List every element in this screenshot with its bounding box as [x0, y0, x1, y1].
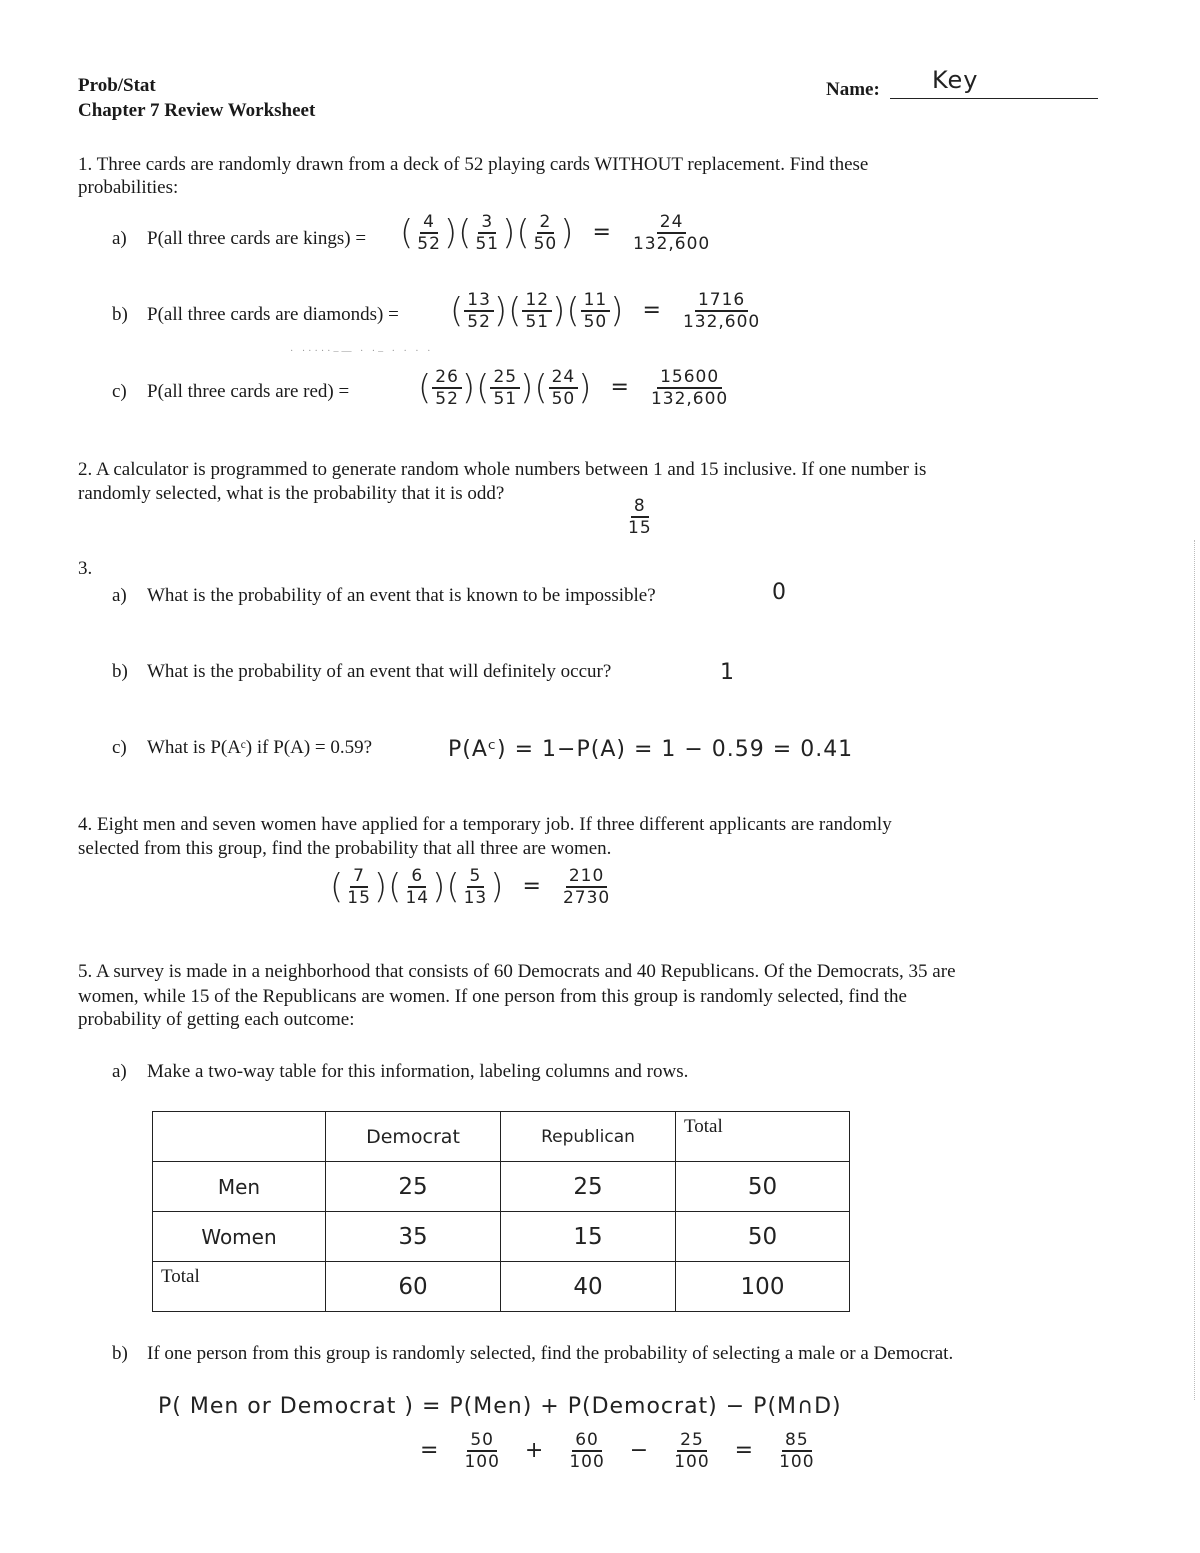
- q1a-letter: a): [112, 228, 127, 249]
- table-cell: 100: [676, 1262, 850, 1312]
- q3a-text: What is the probability of an event that is known to be impossible?: [147, 585, 656, 606]
- table-row-label: Women: [153, 1212, 326, 1262]
- name-underline: [890, 98, 1098, 99]
- q3c-answer: P(Aᶜ) = 1−P(A) = 1 − 0.59 = 0.41: [448, 737, 854, 762]
- q1b-work: ( $\frac{13}{52}$ )( $\frac{12}{51}$ )( $\frac{11}{50}$ ) = $\frac{1716}{132,600}$: [450, 290, 761, 332]
- q5-line1: 5. A survey is made in a neighborhood that consists of 60 Democrats and 40 Republicans. Of the Democrats, 35 are: [78, 961, 956, 982]
- q5-line2: women, while 15 of the Republicans are women. If one person from this group is randomly selected, find the: [78, 986, 907, 1007]
- worksheet-title: Chapter 7 Review Worksheet: [78, 100, 316, 121]
- table-cell: 50: [676, 1162, 850, 1212]
- q5b-work-line2: = $\frac{50}{100}$ + $\frac{60}{100}$ − $\frac{25}{100}$ = $\frac{85}{100}$: [420, 1430, 815, 1472]
- q5a-text: Make a two-way table for this information, labeling columns and rows.: [147, 1061, 689, 1082]
- table-row: [153, 1212, 850, 1262]
- q1b-text: P(all three cards are diamonds) =: [147, 304, 399, 325]
- table-cell: 60: [326, 1262, 501, 1312]
- table-header-cell: Republican: [501, 1112, 676, 1162]
- q2-answer: $\frac{8}{15}$: [628, 496, 652, 538]
- q1c-work: ( $\frac{26}{52}$ )( $\frac{25}{51}$ )( $\frac{24}{50}$ ) = $\frac{15600}{132,600}$: [418, 367, 729, 409]
- table-cell: 35: [326, 1212, 501, 1262]
- table-row-label: Men: [153, 1162, 326, 1212]
- table-cell: 50: [676, 1212, 850, 1262]
- table-row: [153, 1262, 850, 1312]
- table-header-cell: Democrat: [326, 1112, 501, 1162]
- q5b-letter: b): [112, 1343, 128, 1364]
- table-cell: 25: [501, 1162, 676, 1212]
- q1a-text: P(all three cards are kings) =: [147, 228, 367, 249]
- q1-prompt-line1: 1. Three cards are randomly drawn from a deck of 52 playing cards WITHOUT replacement. Find these: [78, 154, 869, 175]
- table-cell: 15: [501, 1212, 676, 1262]
- q3c-letter: c): [112, 737, 127, 758]
- q1b-letter: b): [112, 304, 128, 325]
- q5b-work-line1: P( Men or Democrat ) = P(Men) + P(Democrat) − P(M∩D): [158, 1394, 842, 1419]
- q3b-letter: b): [112, 661, 128, 682]
- q4-line2: selected from this group, find the probability that all three are women.: [78, 838, 612, 859]
- q5-line3: probability of getting each outcome:: [78, 1009, 355, 1030]
- q2-line2: randomly selected, what is the probability that it is odd?: [78, 483, 505, 504]
- table-header-row: [153, 1112, 850, 1162]
- q1a-work: ( $\frac{4}{52}$ )( $\frac{3}{51}$ )( $\frac{2}{50}$ ) = $\frac{24}{132,600}$: [400, 212, 711, 254]
- name-label: Name:: [826, 79, 880, 100]
- q2-line1: 2. A calculator is programmed to generate random whole numbers between 1 and 15 inclusive. If one number is: [78, 459, 927, 480]
- name-value: Key: [932, 66, 979, 94]
- q4-work: ( $\frac{7}{15}$ )( $\frac{6}{14}$ )( $\frac{5}{13}$ ) = $\frac{210}{2730}$: [330, 866, 611, 908]
- q3-number: 3.: [78, 558, 93, 579]
- two-way-table: [152, 1111, 850, 1312]
- q3c-text: What is P(Aᶜ) if P(A) = 0.59?: [147, 737, 373, 758]
- q1-prompt-line2: probabilities:: [78, 177, 179, 198]
- scan-edge-artifact: [1194, 540, 1196, 1400]
- q3b-text: What is the probability of an event that will definitely occur?: [147, 661, 612, 682]
- table-row-label: Total: [153, 1262, 326, 1312]
- table-header-cell: [153, 1112, 326, 1162]
- scan-noise: · ·····–— · ·– · · · ·: [290, 346, 434, 357]
- q5a-letter: a): [112, 1061, 127, 1082]
- table-cell: 40: [501, 1262, 676, 1312]
- q3a-letter: a): [112, 585, 127, 606]
- table-row: [153, 1162, 850, 1212]
- q1c-text: P(all three cards are red) =: [147, 381, 350, 402]
- q3b-answer: 1: [720, 660, 735, 685]
- course-label: Prob/Stat: [78, 75, 156, 96]
- q4-line1: 4. Eight men and seven women have applied for a temporary job. If three different applicants are randomly: [78, 814, 892, 835]
- q5b-text: If one person from this group is randomly selected, find the probability of selecting a male or a Democrat.: [147, 1343, 954, 1364]
- q3a-answer: 0: [772, 580, 787, 605]
- q1c-letter: c): [112, 381, 127, 402]
- table-header-cell: Total: [676, 1112, 850, 1162]
- table-cell: 25: [326, 1162, 501, 1212]
